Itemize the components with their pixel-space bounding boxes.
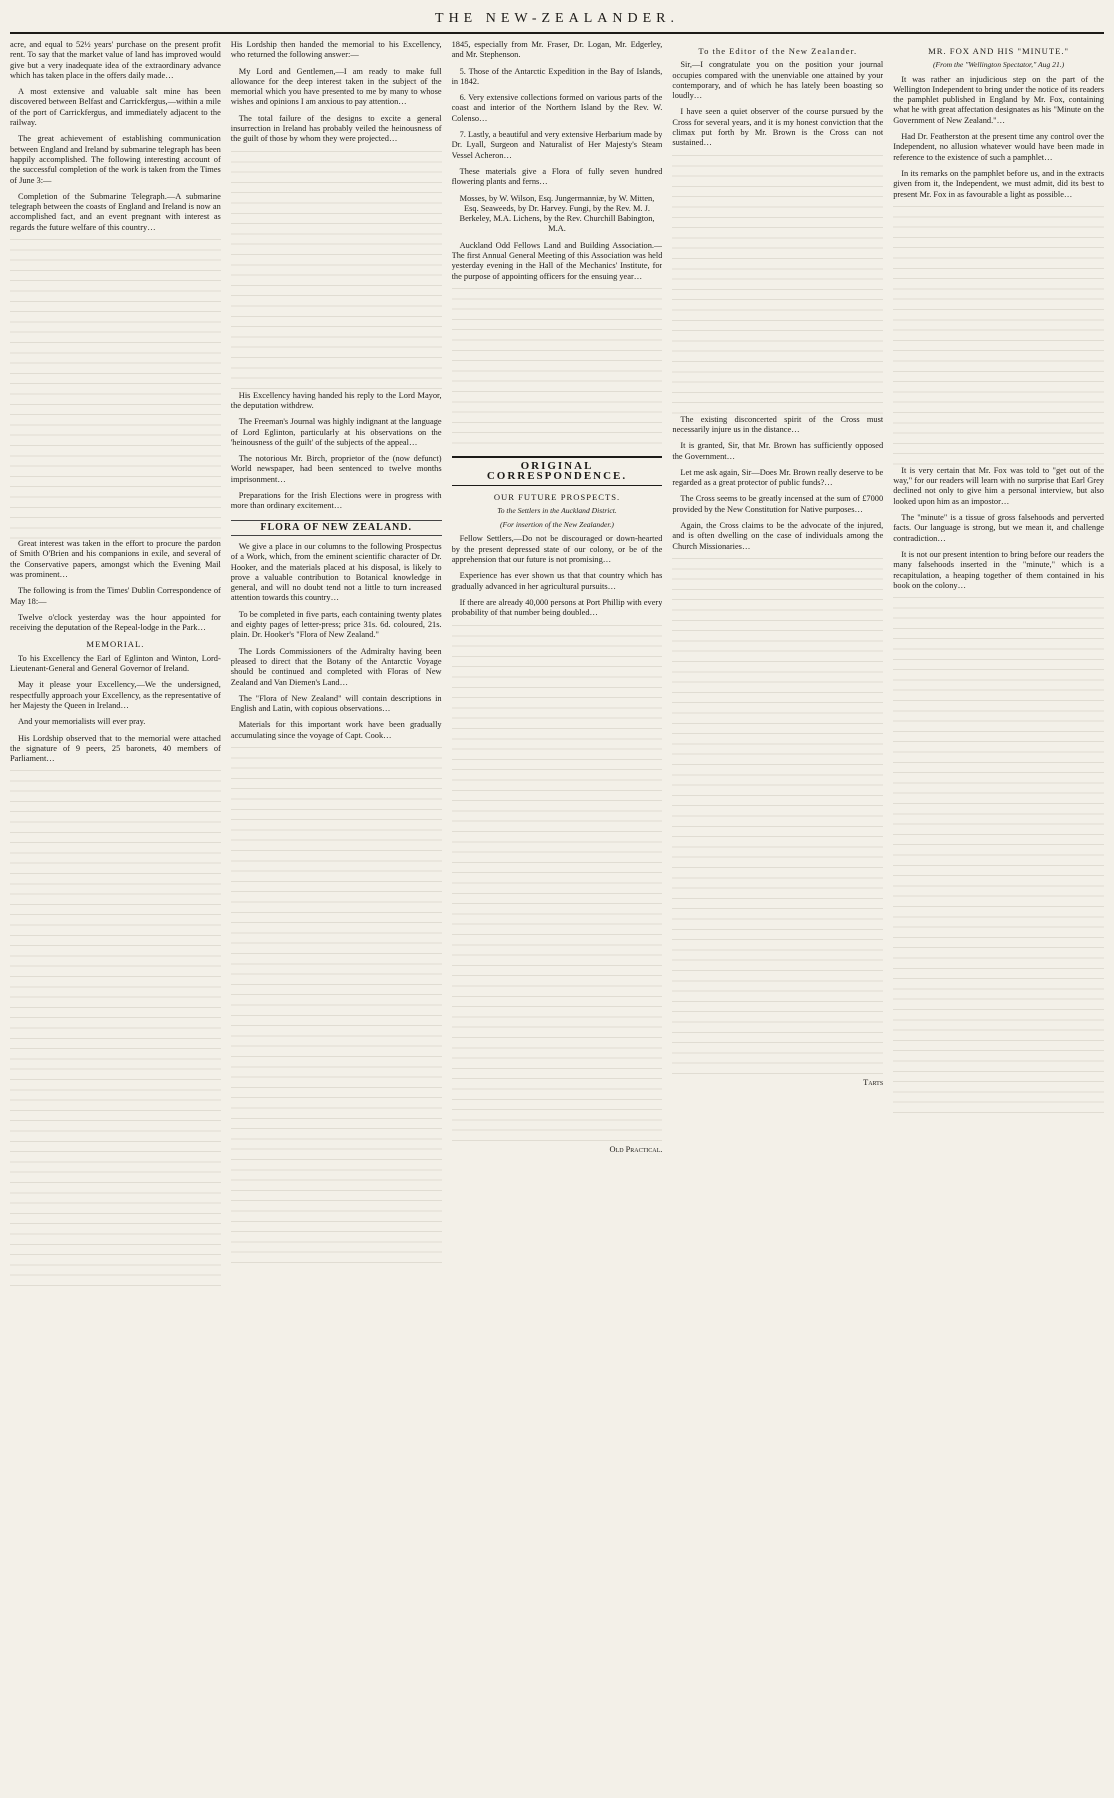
article-paragraph: Auckland Odd Fellows Land and Building Association.—The first Annual General Meeting of this Association was held yesterday evening in the Hall of the Mechanics' Institute, for the purpose of appointing officers for the ensuing year… [451,240,663,281]
continued-text [893,597,1104,1117]
article-paragraph: His Excellency having handed his reply to the Lord Mayor, the deputation withdrew. [230,390,442,410]
article-paragraph: The Cross seems to be greatly incensed at the sum of £7000 provided by the New Constitution for Native purposes… [672,494,884,514]
article-paragraph: Fellow Settlers,—Do not be discouraged or down-hearted by the present depressed state of our colony, or be of the apprehension that our future is not promising… [451,534,663,565]
continued-text [672,558,883,1078]
article-paragraph: Let me ask again, Sir—Does Mr. Brown really deserve to be regarded as a great protector of public funds?… [672,467,884,488]
contributors-list: Mosses, by W. Wilson, Esq. Jungermanniæ, by W. Mitten, Esq. Seaweeds, by Dr. Harvey. Fungi, by the Rev. M. J. Berkeley, M.A. Lichens, by the Rev. Churchill Babington, M.A. [459,193,655,234]
column-5 [893,40,1104,1790]
article-paragraph: Great interest was taken in the effort to procure the pardon of Smith O'Brien and his companions in exile, and several of the Conservative papers, amongst which the Evening Mail was prominent… [10,539,221,579]
masthead: THE NEW-ZEALANDER. [10,8,1104,34]
article-paragraph: Experience has ever shown us that that country which has gradually advanced in her agricultural pursuits… [451,571,663,591]
article-paragraph: In its remarks on the pamphlet before us, and in the extracts given from it, the Independent, we must admit, did its best to present Mr. Fox in as favourable a light as possible… [893,168,1104,199]
letter-heading: To the Editor of the New Zealander. [698,46,858,56]
prospects-heading: OUR FUTURE PROSPECTS. [493,491,621,502]
insertion-note: (For insertion of the New Zealander.) [500,520,614,530]
article-paragraph: A most extensive and valuable salt mine has been discovered between Belfast and Carrickfergus,—within a mile of the port of Carrickfergus, and immediately adjacent to the railway. [10,87,221,128]
article-paragraph: Again, the Cross claims to be the advocate of the injured, and is often dwelling on the case of individuals among the Church Missionaries… [672,521,884,551]
article-paragraph: 6. Very extensive collections formed on various parts of the coast and interior of the Northern Island by the Rev. W. Colenso… [451,93,663,123]
article-paragraph: 7. Lastly, a beautiful and very extensive Herbarium made by Dr. Lyall, Surgeon and Naturalist of Her Majesty's Steam Vessel Acheron… [451,130,663,160]
article-paragraph: Materials for this important work have been gradually accumulating since the voyage of Capt. Cook… [230,720,442,740]
article-paragraph: We give a place in our columns to the following Prospectus of a Work, which, from the eminent scientific character of Dr. Hooker, and the materials placed at his disposal, is likely to prove a valuable contribution to Botanical knowledge in general, and will no doubt tend not a little to turn increased attention towards this country… [230,541,442,603]
article-paragraph: The Freeman's Journal was highly indignant at the language of Lord Eglinton, particularly at his observations on the 'heinousness of the guilt' of the subjects of the appeal… [230,417,442,447]
article-paragraph: Preparations for the Irish Elections were in progress with more than ordinary excitement… [230,491,442,511]
article-paragraph: His Lordship then handed the memorial to his Excellency, who returned the following answer:— [230,40,442,60]
section-banner: ORIGINAL CORRESPONDENCE. [452,456,663,486]
article-paragraph: The following is from the Times' Dublin Correspondence of May 18:— [10,586,221,606]
column-1 [10,40,221,1790]
column-2 [231,40,442,1790]
article-paragraph: The "minute" is a tissue of gross falsehoods and perverted facts. Our language is strong, but we mean it, and challenge contradiction… [893,513,1104,543]
article-paragraph: The great achievement of establishing communication between England and Ireland by submarine telegraph has been happily accomplished. The following interesting account of the successful completion of the work is taken from the Times of June 3:— [10,134,221,185]
continued-text [10,239,221,539]
article-paragraph: It is very certain that Mr. Fox was told to "get out of the way," for our readers will learn with no surprise that Earl Grey declined not only to give him a personal interview, but also looked upon him as an impostor… [893,465,1104,506]
signature: Tarts [863,1077,884,1087]
article-paragraph: 1845, especially from Mr. Fraser, Dr. Logan, Mr. Edgerley, and Mr. Stephenson. [451,40,663,60]
article-paragraph: It is not our present intention to bring before our readers the many falsehoods inserted in the "minute," which is a recapitulation, a heaping together of them contained in his book on the colony… [893,549,1104,590]
article-paragraph: The notorious Mr. Birch, proprietor of the (now defunct) World newspaper, had been sentenced to twelve months imprisonment… [230,454,442,484]
article-paragraph: I have seen a quiet observer of the course pursued by the Cross for several years, and it is my honest conviction that the climax put forth by Mr. Brown is the Cross can not sustained… [672,107,884,148]
article-paragraph: 5. Those of the Antarctic Expedition in the Bay of Islands, in 1842. [451,66,663,86]
article-paragraph: His Lordship observed that to the memorial were attached the signature of 9 peers, 25 baronets, 40 members of Parliament… [10,733,221,764]
article-paragraph: Completion of the Submarine Telegraph.—A submarine telegraph between the coasts of England and Ireland is now an accomplished fact, and an event pregnant with interest as regards the future welfare of this country… [10,191,221,232]
memorial-heading: MEMORIAL. [86,639,145,650]
article-paragraph: To be completed in five parts, each containing twenty plates and eighty pages of letter-press; price 31s. 6d. coloured, 21s. plain. Dr. Hooker's "Flora of New Zealand." [230,609,442,640]
article-paragraph: The total failure of the designs to excite a general insurrection in Ireland has probably veiled the heinousness of the guilt of those by whom they were projected… [230,113,442,144]
signature: Old Practical. [609,1144,663,1154]
continued-text [231,747,442,1267]
continued-text [672,155,883,415]
article-paragraph: The Lords Commissioners of the Admiralty having been pleased to direct that the Botany of the Antarctic Voyage should be continued and completed with Floras of New Zealand and Van Diemen's Land… [230,646,442,687]
article-paragraph: It is granted, Sir, that Mr. Brown has sufficiently opposed the Government… [672,441,884,461]
continued-text [893,206,1104,466]
article-paragraph: If there are already 40,000 persons at Port Phillip with every probability of that number being doubled… [451,597,663,618]
article-paragraph: Twelve o'clock yesterday was the hour appointed for receiving the deputation of the Repeal-lodge in the Park… [10,612,221,633]
article-paragraph: My Lord and Gentlemen,—I am ready to make full allowance for the deep interest taken in the subject of the memorial which you have presented to me by many to whose wishes and opinions I am anxious to pay attention… [230,66,442,107]
continued-text [231,151,442,391]
columns [10,40,1104,1790]
article-paragraph: These materials give a Flora of fully seven hundred flowering plants and ferns… [451,166,663,187]
article-paragraph: The "Flora of New Zealand" will contain descriptions in English and Latin, with copious observations… [230,693,442,714]
continued-text [10,770,221,1290]
fox-article-heading: MR. FOX AND HIS "MINUTE." [928,46,1070,56]
article-paragraph: It was rather an injudicious step on the part of the Wellington Independent to bring under the notice of its readers the pamphlet published in England by Mr. Fox, containing what he with great affectation designates as his "Minute on the Government of New Zealand."… [893,74,1104,125]
continued-text [452,625,663,1145]
flora-heading: FLORA OF NEW ZEALAND. [231,520,442,536]
article-paragraph: The existing disconcerted spirit of the Cross must necessarily injure us in the distance… [672,414,884,434]
column-4 [672,40,883,1790]
article-paragraph: And your memorialists will ever pray. [18,717,146,727]
article-paragraph: To his Excellency the Earl of Eglinton and Winton, Lord-Lieutenant-General and General Governor of Ireland. [10,653,221,674]
addressee: To the Settlers in the Auckland District. [497,505,617,515]
article-paragraph: Sir,—I congratulate you on the position your journal occupies compared with the unenviable one attained by your contemporary, and of which he has lately been boasting so loudly… [672,60,884,101]
column-3 [452,40,663,1790]
continued-text [452,288,663,448]
article-paragraph: May it please your Excellency,—We the undersigned, respectfully approach your Excellency, as the representative of her Majesty the Queen in Ireland… [10,680,221,710]
article-paragraph: acre, and equal to 52½ years' purchase on the present profit rent. To say that the market value of land has improved would give but a very inadequate idea of the extraordinary advance which has taken place in the offers daily made… [10,40,221,80]
source-note: (From the "Wellington Spectator," Aug 21.) [933,60,1065,70]
article-paragraph: Had Dr. Featherston at the present time any control over the Independent, no allusion whatever would have been made in reference to the existence of such a pamphlet… [893,132,1104,162]
